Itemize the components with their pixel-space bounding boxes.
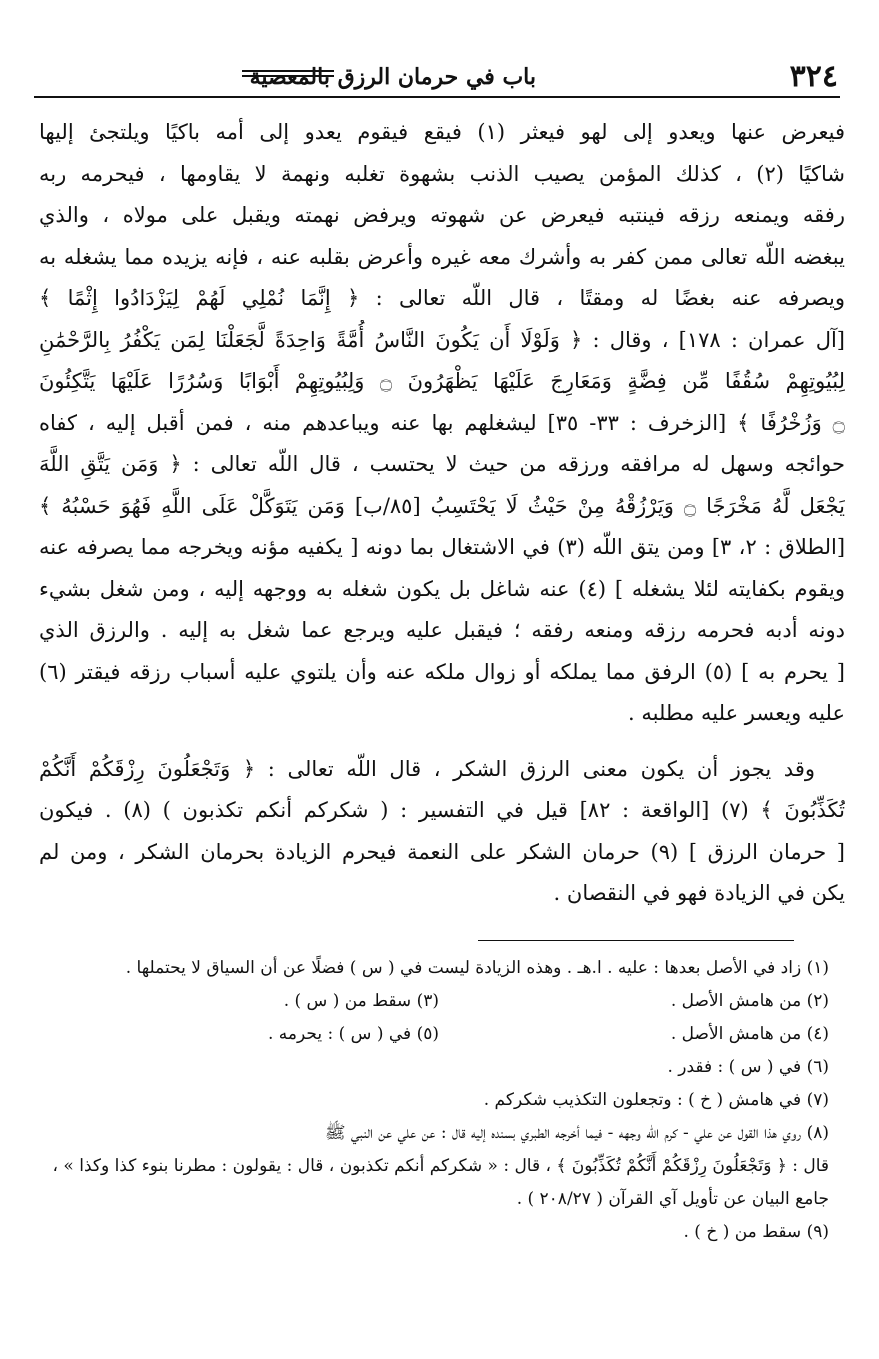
text-line: يَجْعَل لَّهُ مَخْرَجًا ۝ وَيَرْزُقْهُ مِنْ حَيْثُ لَا يَحْتَسِبُ [٨٥/ب] وَمَن يَتَوَكَّلْ عَلَى اللَّهِ فَهُوَ حَسْبُهُ ﴾ bbox=[39, 493, 845, 518]
page-header bbox=[34, 56, 840, 100]
text-line: يكن في الزيادة فهو في النقصان . bbox=[553, 881, 845, 905]
footnote-row bbox=[39, 1018, 829, 1051]
footnote-separator bbox=[478, 940, 794, 941]
header-divider bbox=[34, 96, 840, 98]
footnote-5: (٥) في ( س ) : يحرمه . bbox=[268, 1024, 439, 1044]
paragraph-gap bbox=[39, 735, 845, 749]
footnote-9: (٩) سقط من ( خ ) . bbox=[683, 1222, 829, 1242]
footnote-row bbox=[39, 985, 829, 1018]
footnote-2: (٢) من هامش الأصل . bbox=[670, 991, 829, 1011]
text-line: ويصرفه عنه بغضًا له ومقتًا ، قال اللّه تعالى : ﴿ إِنَّمَا نُمْلِي لَهُمْ لِيَزْدَادُوا إِثْمًا ﴾ bbox=[39, 286, 845, 310]
footnote-7: (٧) في هامش ( خ ) : وتجعلون التكذيب شكركم . bbox=[483, 1090, 829, 1110]
page-number: ٣٢٤ bbox=[789, 59, 838, 94]
footnote-1: (١) زاد في الأصل بعدها : عليه . ا.هـ . وهذه الزيادة ليست في ( س ) فضلًا عن أن السياق لا يحتملها . bbox=[125, 958, 829, 978]
footnote-8: (٨) روي هذا القول عن علي - كرم اللّه وجهه - فيما أخرجه الطبري بسنده إليه قال : عن علي عن النبي ﷺ bbox=[324, 1123, 829, 1143]
footnote-4: (٤) من هامش الأصل . bbox=[670, 1024, 829, 1044]
text-line: يبغضه اللّه تعالى ممن كفر به وأشرك معه غيره وأعرض بقلبه عنه ، فإنه يزيده مما يشغله به bbox=[39, 244, 845, 269]
text-line: وقد يجوز أن يكون معنى الرزق الشكر ، قال اللّه تعالى : ﴿ وَتَجْعَلُونَ رِزْقَكُمْ أَنَّكُمْ bbox=[39, 756, 815, 781]
footnotes bbox=[39, 952, 829, 1249]
text-line: [ حرمان الرزق ] (٩) حرمان الشكر على النعمة فيحرم الزيادة بحرمان الشكر ، ومن لم bbox=[39, 839, 845, 864]
text-line: فيعرض عنها ويعدو إلى لهو فيعثر (١) فيقع فيقوم يعدو إلى أمه باكيًا ويلتجئ إليها bbox=[39, 120, 845, 144]
text-line: [ يحرم به ] (٥) الرفق مما يملكه أو زوال ملكه عنه وأن يلتوي عليه أسباب رزقه فيقتر (٦) bbox=[39, 659, 845, 684]
footnote-6: (٦) في ( س ) : فقدر . bbox=[667, 1057, 829, 1077]
footnote-8-source: جامع البيان عن تأويل آي القرآن ( ٢٠٨/٢٧ ) . bbox=[516, 1189, 829, 1209]
text-line: ويقوم بكفايته لئلا يشغله ] (٤) عنه شاغل بل يكون شغله به ووجهه إليه ، ومن شغل بشيء bbox=[39, 576, 845, 601]
text-line: [آل عمران : ١٧٨] ، وقال : ﴿ وَلَوْلَا أَن يَكُونَ النَّاسُ أُمَّةً وَاحِدَةً لَّجَعَلْنَا لِمَن يَكْفُرُ بِالرَّحْمَٰنِ bbox=[39, 327, 845, 352]
header-double-rule-top bbox=[242, 70, 334, 72]
text-line: عليه ويعسر عليه مطلبه . bbox=[628, 701, 845, 725]
footnote-8-continued: قال : ﴿ وَتَجْعَلُونَ رِزْقَكُمْ أَنَّكُمْ تُكَذِّبُونَ ﴾ ، قال : « شكركم أنكم تكذبون ، قال : يقولون : مطرنا بنوء كذا وكذا » ، bbox=[52, 1156, 829, 1176]
header-double-rule-bottom bbox=[242, 75, 334, 77]
text-line: ۝ وَزُخْرُفًا ﴾ [الزخرف : ٣٣- ٣٥] ليشغلهم بها عنه ويباعدهم منه ، فمن أقبل إليه ، كفاه bbox=[39, 410, 845, 435]
chapter-title: باب في حرمان الرزق بالمعصية bbox=[249, 64, 536, 90]
text-line: رفقه ويمنعه رزقه فينتبه فيعرض عن شهوته ويرفض نهمته ويقبل على مولاه ، والذي bbox=[39, 203, 845, 227]
text-line: حوائجه وسهل له مرافقه ورزقه من حيث لا يحتسب ، قال اللّه تعالى : ﴿ وَمَن يَتَّقِ اللَّهَ bbox=[39, 452, 845, 476]
text-line: شاكيًا (٢) ، كذلك المؤمن يصيب الذنب بشهوة تغلبه ونهمة لا يقاومها ، فيحرمه ربه bbox=[39, 161, 845, 186]
text-line: [الطلاق : ٢، ٣] ومن يتق اللّه (٣) في الاشتغال بما دونه [ يكفيه مؤنه ويخرجه مما يصرفه عنه bbox=[39, 535, 845, 559]
footnote-3: (٣) سقط من ( س ) . bbox=[283, 991, 439, 1011]
main-text bbox=[39, 112, 845, 915]
text-line: لِبُيُوتِهِمْ سُقُفًا مِّن فِضَّةٍ وَمَعَارِجَ عَلَيْهَا يَظْهَرُونَ ۝ وَلِبُيُوتِهِمْ أَبْوَابًا وَسُرُرًا عَلَيْهَا يَتَّكِئُونَ bbox=[39, 369, 845, 393]
text-line: دونه أدبه فحرمه رزقه ومنعه رفقه ؛ فيقبل عليه ويرجع عما شغل به إليه . والرزق الذي bbox=[39, 618, 845, 642]
text-line: تُكَذِّبُونَ ﴾ (٧) [الواقعة : ٨٢] قيل في التفسير : ( شكركم أنكم تكذبون ) (٨) . فيكون bbox=[39, 798, 845, 822]
